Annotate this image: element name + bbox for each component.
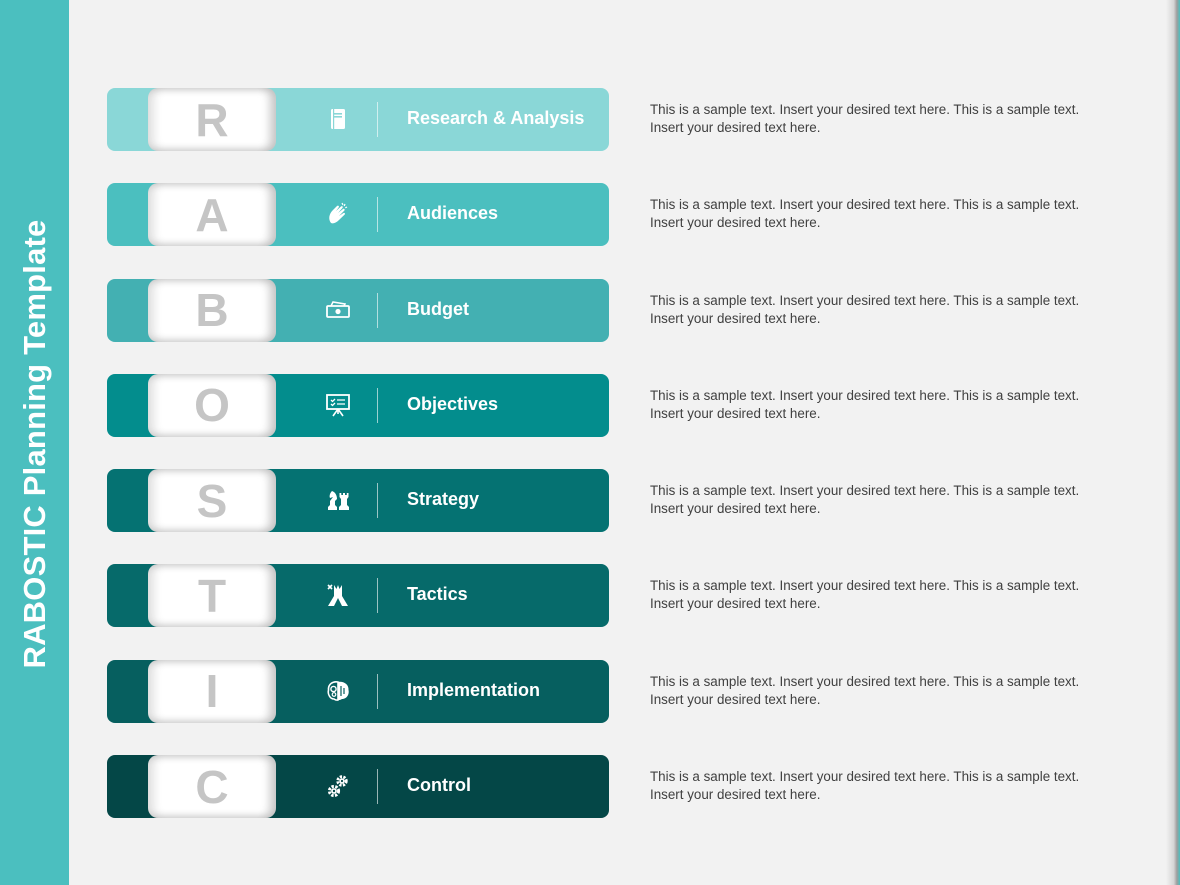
divider bbox=[377, 197, 378, 232]
list-item-budget bbox=[107, 279, 1107, 342]
divider bbox=[377, 388, 378, 423]
divider bbox=[377, 769, 378, 804]
row-label: Objectives bbox=[407, 393, 499, 414]
divider bbox=[377, 293, 378, 328]
book-icon bbox=[323, 104, 353, 134]
list-item-audiences bbox=[107, 183, 1107, 246]
letter-tab bbox=[148, 88, 276, 151]
row-label: Audiences bbox=[407, 203, 499, 224]
divider bbox=[377, 578, 378, 613]
row-description: This is a sample text. Insert your desired text here. This is a sample text. Insert your desired text here. bbox=[650, 387, 1080, 421]
row-letter: S bbox=[196, 474, 228, 527]
list-item-research bbox=[107, 88, 1107, 151]
row-label: Tactics bbox=[407, 584, 468, 605]
brain-gear-icon bbox=[323, 676, 353, 706]
row-letter: I bbox=[205, 665, 219, 718]
money-icon bbox=[323, 295, 353, 325]
letter-tab bbox=[148, 183, 276, 246]
letter-tab bbox=[148, 374, 276, 437]
row-label: Research & Analysis bbox=[407, 108, 585, 128]
letter-tab bbox=[148, 660, 276, 723]
letter-tab bbox=[148, 564, 276, 627]
clapping-hands-icon bbox=[323, 199, 353, 229]
list-item-implementation bbox=[107, 660, 1107, 723]
right-edge-shadow bbox=[1166, 0, 1180, 885]
letter-tab bbox=[148, 469, 276, 532]
presentation-board-icon bbox=[323, 390, 353, 420]
row-label: Control bbox=[407, 775, 471, 796]
row-description: This is a sample text. Insert your desired text here. This is a sample text. Insert your desired text here. bbox=[650, 769, 1080, 803]
row-letter: C bbox=[195, 760, 229, 813]
letter-tab bbox=[148, 755, 276, 818]
row-description: This is a sample text. Insert your desired text here. This is a sample text. Insert your desired text here. bbox=[650, 102, 1080, 135]
divider bbox=[377, 102, 378, 137]
list-item-strategy bbox=[107, 469, 1107, 532]
row-label: Implementation bbox=[407, 679, 541, 700]
row-letter: B bbox=[195, 284, 229, 337]
row-label: Budget bbox=[407, 298, 469, 319]
page-title: RABOSTIC Planning Template bbox=[17, 219, 52, 669]
strategy-arrows-icon bbox=[323, 580, 353, 610]
row-letter: A bbox=[195, 188, 229, 241]
rabostic-list bbox=[107, 88, 1107, 850]
row-letter: O bbox=[194, 379, 230, 432]
row-label: Strategy bbox=[407, 489, 480, 510]
row-description: This is a sample text. Insert your desired text here. This is a sample text. Insert your desired text here. bbox=[650, 578, 1080, 612]
row-letter: R bbox=[195, 93, 229, 146]
row-letter: T bbox=[197, 569, 227, 622]
row-description: This is a sample text. Insert your desired text here. This is a sample text. Insert your desired text here. bbox=[650, 673, 1080, 707]
row-description: This is a sample text. Insert your desired text here. This is a sample text. Insert your desired text here. bbox=[650, 197, 1080, 231]
letter-tab bbox=[148, 279, 276, 342]
list-item-tactics bbox=[107, 564, 1107, 627]
divider bbox=[377, 674, 378, 709]
chess-icon bbox=[323, 485, 353, 515]
divider bbox=[377, 483, 378, 518]
row-description: This is a sample text. Insert your desired text here. This is a sample text. Insert your desired text here. bbox=[650, 483, 1080, 517]
list-item-objectives bbox=[107, 374, 1107, 437]
list-item-control bbox=[107, 755, 1107, 818]
gears-icon bbox=[323, 771, 353, 801]
row-description: This is a sample text. Insert your desired text here. This is a sample text. Insert your desired text here. bbox=[650, 292, 1080, 326]
